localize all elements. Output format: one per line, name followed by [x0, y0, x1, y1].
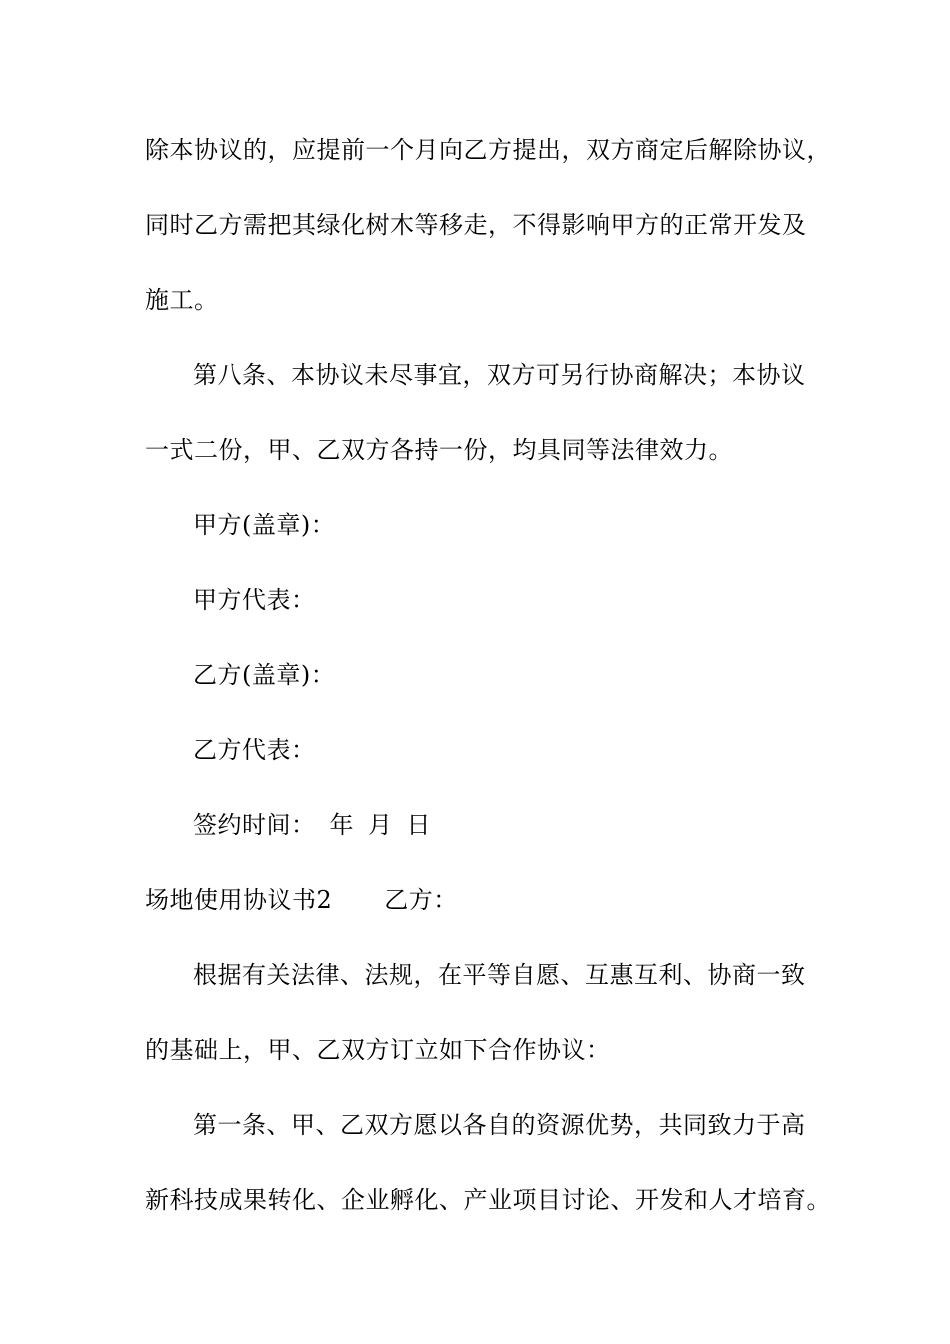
party-a-representative-label: 甲方代表： — [193, 586, 316, 614]
signing-month: 月 — [368, 811, 393, 839]
document-title: 场地使用协议书2 — [145, 886, 333, 914]
party-a-seal-label: 甲方(盖章)： — [193, 511, 336, 539]
signing-date-line — [193, 807, 431, 843]
signing-year: 年 — [329, 811, 354, 839]
party-b-representative-label: 乙方代表： — [193, 736, 316, 764]
signing-date-label: 签约时间： — [193, 811, 316, 839]
section-heading — [145, 882, 458, 918]
paragraph-line: 除本协议的，应提前一个月向乙方提出，双方商定后解除协议， — [145, 136, 831, 164]
article-8-line: 第八条、本协议未尽事宜，双方可另行协商解决；本协议 — [193, 361, 806, 389]
article-1-line: 第一条、甲、乙双方愿以各自的资源优势，共同致力于高 — [193, 1111, 806, 1139]
party-b-heading-label: 乙方： — [384, 886, 458, 914]
paragraph-line: 根据有关法律、法规，在平等自愿、互惠互利、协商一致 — [193, 961, 806, 989]
paragraph-line: 一式二份，甲、乙双方各持一份，均具同等法律效力。 — [145, 436, 733, 464]
signing-day: 日 — [406, 811, 431, 839]
paragraph-line: 新科技成果转化、企业孵化、产业项目讨论、开发和人才培育。 — [145, 1186, 831, 1214]
paragraph-line: 同时乙方需把其绿化树木等移走，不得影响甲方的正常开发及 — [145, 211, 807, 239]
paragraph-line: 的基础上，甲、乙双方订立如下合作协议： — [145, 1036, 611, 1064]
party-b-seal-label: 乙方(盖章)： — [193, 661, 336, 689]
paragraph-line: 施工。 — [145, 286, 219, 314]
